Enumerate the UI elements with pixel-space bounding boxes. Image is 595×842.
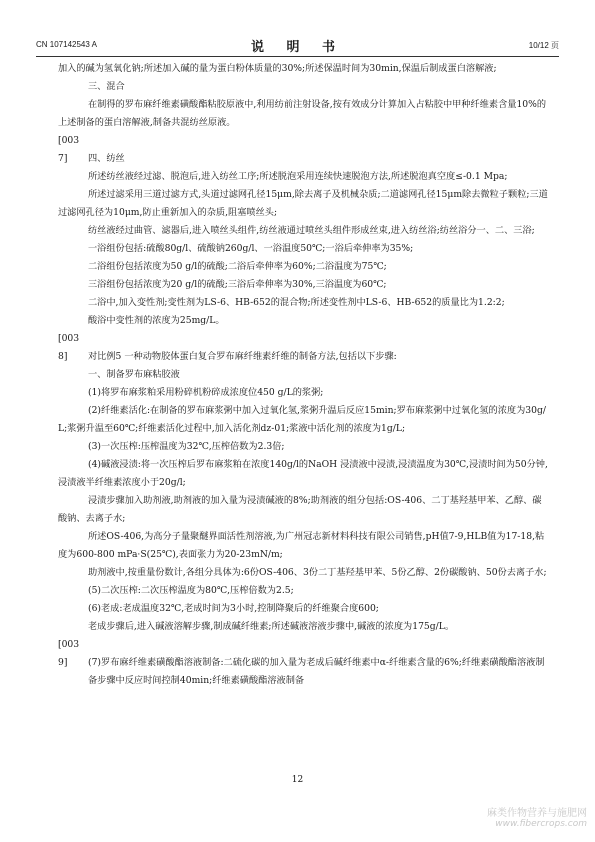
paragraph [58, 402, 550, 438]
paragraph [58, 438, 550, 456]
paragraph-text: 酸浴中变性剂的浓度为25mg/L。 [88, 315, 225, 326]
paragraph-text: 所述纺丝液经过滤、脱泡后,进入纺丝工序;所述脱泡采用连续快速脱泡方法,所述脱泡真空度≤-0.1 Mpa; [88, 171, 508, 182]
header-divider [36, 56, 559, 57]
paragraph-number: [0038] [58, 333, 80, 362]
paragraph [58, 456, 550, 492]
paragraph-text: 老成步骤后,进入碱液溶解步骤,制成碱纤维素;所述碱液溶液步骤中,碱液的浓度为175g/L。 [88, 621, 455, 632]
paragraph-number: [0039] [58, 639, 80, 668]
document-body [58, 60, 550, 690]
paragraph-text: 在制得的罗布麻纤维素磺酸酯粘胶原液中,利用纺前注射设备,按有效成分计算加入占粘胶中甲种纤维素含量10%的上述制备的蛋白溶解液,制备共混纺丝原液。 [58, 99, 547, 128]
paragraph-text: 二浴组份包括浓度为50 g/l的硫酸;二浴后牵伸率为60%;二浴温度为75℃; [88, 261, 387, 272]
paragraph-text: 三、混合 [88, 81, 125, 92]
paragraph-text: 助剂液中,按重量份数计,各组分具体为:6份OS-406、3份二丁基羟基甲苯、5份乙醇、2份碳酸钠、50份去离子水; [88, 567, 547, 578]
paragraph-text: 一浴组份包括:硫酸80g/l、硫酸钠260g/l、一浴温度50℃;一浴后牵伸率为35%; [88, 243, 414, 254]
page-number: 12 [291, 775, 304, 785]
paragraph-text: 四、纺丝 [88, 153, 125, 164]
paragraph [58, 564, 550, 582]
paragraph [58, 276, 550, 294]
page-indicator: 10/12 页 [528, 41, 559, 50]
paragraph [58, 240, 550, 258]
paragraph-text: 对比例5 一种动物胶体蛋白复合罗布麻纤维素纤维的制备方法,包括以下步骤: [88, 351, 397, 362]
paragraph-text: 三浴组份包括浓度为20 g/l的硫酸;三浴后牵伸率为30%,三浴温度为60℃; [88, 279, 387, 290]
paragraph-text: 所述过滤采用三道过滤方式,头道过滤网孔径15μm,除去离子及机械杂质;二道滤网孔径15μm除去微粒子颗粒;三道过滤网孔径为10μm,防止重新加入的杂质,阻塞喷丝头; [58, 189, 548, 218]
paragraph [58, 78, 550, 96]
paragraph [58, 168, 550, 186]
watermark-site-name: 麻类作物营养与施肥网 [487, 808, 587, 819]
paragraph [58, 636, 550, 690]
paragraph-text: 一、制备罗布麻粘胶液 [88, 369, 180, 380]
paragraph [58, 294, 550, 312]
paragraph-text: 加入的碱为氢氧化钠;所述加入碱的量为蛋白粉体质量的30%;所述保温时间为30min,保温后制成蛋白溶解液; [58, 63, 497, 74]
paragraph-text: (6)老成:老成温度32℃,老成时间为3小时,控制降聚后的纤维聚合度600; [88, 603, 379, 614]
watermark-url: www.fibercrops.com [495, 819, 587, 829]
paragraph-text: (2)纤维素活化:在制备的罗布麻浆粥中加入过氧化氢,浆粥升温后反应15min;罗布麻浆粥中过氧化氢的浓度为30g/L;浆粥升温至60℃;纤维素活化过程中,加入活化剂dz-01;浆液中活化剂的浓度为1g/L; [58, 405, 546, 434]
paragraph-text: (4)碱液浸渍:将一次压榨后罗布麻浆粕在浓度140g/l的NaOH 浸渍液中浸渍,浸渍温度为30℃,浸渍时间为50分钟,浸渍液半纤维素浓度小于20g/l; [58, 459, 548, 488]
paragraph-text: (7)罗布麻纤维素磺酸酯溶液制备:二硫化碳的加入量为老成后碱纤维素中α-纤维素含量的6%;纤维素磺酸酯溶液制备步骤中反应时间控制40min;纤维素磺酸酯溶液制备 [88, 657, 545, 686]
page-header [36, 36, 559, 56]
paragraph-text: 二浴中,加入变性剂;变性剂为LS-6、HB-652的混合物;所述变性剂中LS-6、HB-652的质量比为1.2:2; [88, 297, 505, 308]
paragraph [58, 312, 550, 330]
paragraph-text: 所述OS-406,为高分子量聚醚界面活性剂溶液,为广州冠志新材料科技有限公司销售,pH值7-9,HLB值为17-18,粘度为600-800 mPa·S(25℃),表面张力为20-23mN/m; [58, 531, 545, 560]
paragraph [58, 186, 550, 222]
paragraph [58, 222, 550, 240]
paragraph [58, 330, 550, 366]
document-title: 说 明 书 [250, 40, 345, 55]
paragraph [58, 132, 550, 168]
paragraph [58, 618, 550, 636]
paragraph-text: (1)将罗布麻浆粕采用粉碎机粉碎成浓度位450 g/L的浆粥; [88, 387, 324, 398]
paragraph [58, 258, 550, 276]
paragraph [58, 600, 550, 618]
paragraph-text: 浸渍步骤加入助剂液,助剂液的加入量为浸渍碱液的8%;助剂液的组分包括:OS-406、二丁基羟基甲苯、乙醇、碳酸钠、去离子水; [58, 495, 542, 524]
paragraph-text: (5)二次压榨:二次压榨温度为80℃,压榨倍数为2.5; [88, 585, 294, 596]
watermark [487, 804, 587, 829]
paragraph [58, 60, 550, 78]
paragraph [58, 528, 550, 564]
paragraph [58, 96, 550, 132]
paragraph-text: (3)一次压榨:压榨温度为32℃,压榨倍数为2.3倍; [88, 441, 285, 452]
paragraph-text: 纺丝液经过曲管、滤器后,进入喷丝头组件,纺丝液通过喷丝头组件形成丝束,进入纺丝浴;纺丝浴分一、二、三浴; [88, 225, 535, 236]
paragraph [58, 366, 550, 384]
patent-number: CN 107142543 A [36, 40, 97, 49]
paragraph [58, 384, 550, 402]
paragraph [58, 582, 550, 600]
paragraph [58, 492, 550, 528]
paragraph-number: [0037] [58, 135, 80, 164]
